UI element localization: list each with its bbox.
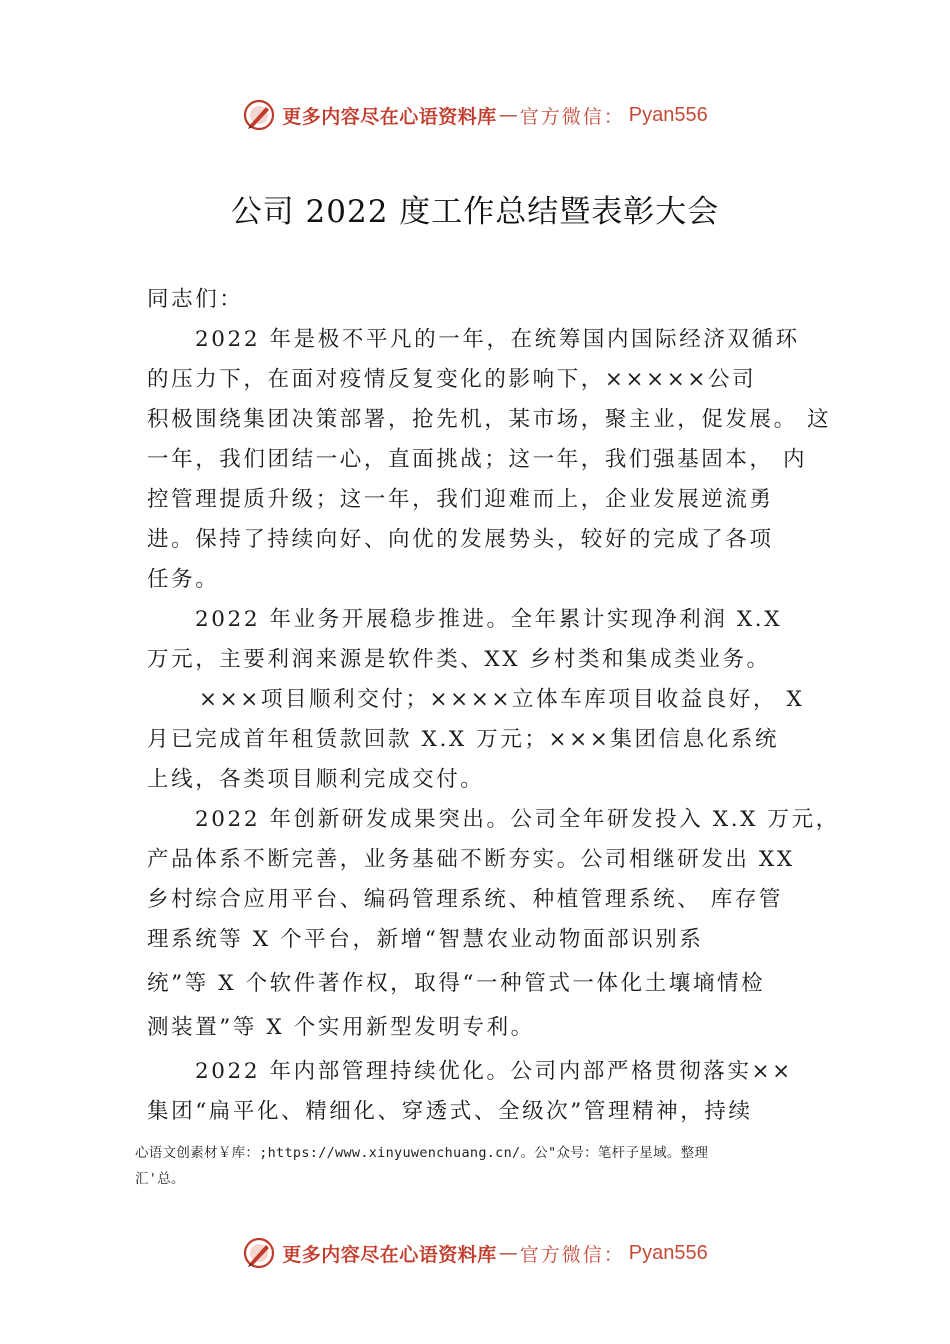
- paragraph-line: 产品体系不断完善，业务基础不断夯实。公司相继研发出 XX: [147, 847, 795, 872]
- pen-circle-logo-icon: [242, 98, 276, 132]
- paragraph-line: 统”等 X 个软件著作权，取得“一种管式一体化土壤墒情检: [147, 971, 766, 996]
- paragraph-line: 控管理提质升级；这一年，我们迎难而上，企业发展逆流勇: [147, 487, 774, 512]
- banner-dash: —: [498, 1242, 518, 1264]
- paragraph-line: 进。保持了持续向好、向优的发展势头，较好的完成了各项: [147, 527, 774, 552]
- paragraph-line: 任务。: [147, 567, 220, 592]
- paragraph-line: 测装置”等 X 个实用新型发明专利。: [147, 1015, 535, 1040]
- header-banner: [0, 93, 950, 137]
- footnote-line: 心语文创素材￥库：;https://www.xinyuwenchuang.cn/。公"众号：笔杆子星域。整理: [135, 1145, 709, 1161]
- paragraph-line: 理系统等 X 个平台，新增“智慧农业动物面部识别系: [147, 927, 704, 952]
- footnote-line: 汇'总。: [135, 1171, 185, 1187]
- paragraph-line: ×××项目顺利交付；××××立体车库项目收益良好， X: [199, 687, 805, 712]
- paragraph-line: 集团“扁平化、精细化、穿透式、全级次”管理精神，持续: [147, 1099, 753, 1124]
- paragraph-line: 2022 年业务开展稳步推进。全年累计实现净利润 X.X: [195, 607, 783, 632]
- banner-main-text: 更多内容尽在心语资料库: [282, 105, 497, 128]
- paragraph-line: 2022 年创新研发成果突出。公司全年研发投入 X.X 万元，: [195, 807, 840, 832]
- paragraph-line: 积极围绕集团决策部署，抢先机，某市场，聚主业，促发展。 这: [147, 407, 832, 432]
- banner-wechat-label: 官方微信：: [519, 105, 625, 128]
- source-footnote: [135, 1140, 835, 1192]
- paragraph-line: 上线，各类项目顺利完成交付。: [147, 767, 485, 792]
- banner-wechat-id: Pyan556: [628, 1241, 708, 1264]
- banner-wechat-label: 官方微信：: [519, 1243, 625, 1266]
- paragraph-line: 月已完成首年租赁款回款 X.X 万元；×××集团信息化系统: [147, 727, 780, 752]
- paragraph-line: 2022 年内部管理持续优化。公司内部严格贯彻落实××: [195, 1059, 793, 1084]
- paragraph-line: 万元，主要利润来源是软件类、XX 乡村类和集成类业务。: [147, 647, 771, 672]
- paragraph-line: 2022 年是极不平凡的一年，在统筹国内国际经济双循环: [195, 327, 800, 352]
- paragraph-line: 一年，我们团结一心，直面挑战；这一年，我们强基固本， 内: [147, 447, 808, 472]
- paragraph-line: 乡村综合应用平台、编码管理系统、种植管理系统、 库存管: [147, 887, 784, 912]
- document-body: [147, 280, 840, 1132]
- document-title: 公司 2022 度工作总结暨表彰大会: [230, 194, 720, 230]
- footer-banner: [0, 1231, 950, 1275]
- banner-main-text: 更多内容尽在心语资料库: [282, 1243, 497, 1266]
- banner-wechat-id: Pyan556: [628, 103, 708, 126]
- greeting: 同志们：: [147, 287, 244, 312]
- pen-circle-logo-icon: [242, 1236, 276, 1270]
- banner-dash: —: [498, 104, 518, 126]
- paragraph-line: 的压力下，在面对疫情反复变化的影响下，×××××公司: [147, 367, 757, 392]
